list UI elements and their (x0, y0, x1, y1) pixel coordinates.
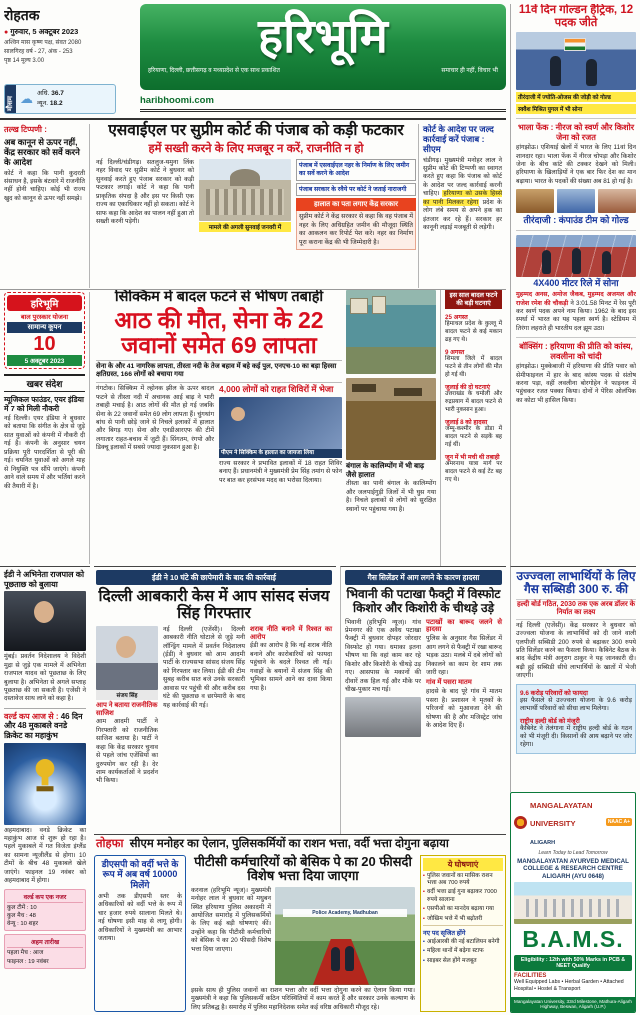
sikkim-body: गंगटोक। सिक्किम में ल्होनक झील के ऊपर बादल फटने से तीस्ता नदी में अचानक आई बाढ़ ने भारी तबाही मचाई है। आठ लोगों की मौत हो गई जबकि सेना के 22 जवानों समेत 69 लोग लापता हैं। चुंगथांग बांध से पानी छोड़े जाने से निचले इलाकों में हालात और बिगड़ गए। सेना और एनडीआरएफ की टीमें लगातार राहत-बचाव में जुटी हैं। सिंगतम, रंगपो और डिक्चू इलाकों में सबसे ज्यादा नुकसान हुआ है। (96, 385, 214, 452)
dates-title: अहम तारीख (7, 937, 83, 948)
weather-title: मौसम (5, 85, 16, 113)
police-allowance-section (94, 834, 506, 1015)
ujjwala-points-box (516, 684, 636, 754)
coupon-scheme: बाल पुरस्कार योजना (20, 314, 69, 321)
cm-body: प्रदेश के लोग लंबे समय से अपने हक का इंतजार कर रहे हैं। सरकार हर कानूनी लड़ाई मजबूती से लड़ेगी। (423, 198, 503, 232)
stats-row: कुल टीमें : 10 (7, 904, 37, 911)
relay-headline: 4X400 मीटर रिले में सोना (533, 278, 619, 289)
sikkim-headline: आठ की मौत, सेना के 22 जवानों समेत 69 लापता (114, 306, 324, 358)
news-brief-body: नई दिल्ली। एयर इंडिया ने बुधवार को बताया कि संगीत के क्षेत्र से जुड़े सात युवाओं को कंपनी में नौकरी दी गई है। कंपनी के अनुसार चयन प्रक्रिया पूरी पारदर्शिता से पूरी की गई। चयनित युवाओं को अगले माह से नियुक्ति पत्र सौंपे जाएंगे। कंपनी आने वाले समय में और भर्तियां करने की तैयारी में है। (4, 415, 85, 490)
coupon-brand: हरिभूमि (7, 295, 82, 311)
lead-story (0, 118, 506, 290)
worldcup-stats-box (4, 889, 86, 932)
flood-photo-river (346, 290, 436, 374)
bullet-icon: ▪ (423, 915, 425, 922)
relay-names: मुहम्मद अनस, अमोज जैकब, मुहम्मद अजमल और राजेश रमेश की चौकड़ी (516, 291, 636, 307)
announcement-item: जोखिम भत्ते में भी बढ़ोतरी (426, 915, 483, 922)
weather-temps (37, 89, 64, 109)
athlete-figure (550, 56, 561, 86)
trophy-icon (28, 753, 62, 799)
court-photo-block (199, 159, 291, 250)
prize-coupon (4, 292, 85, 369)
university-tagline: Learn Today to Lead Tomorrow (538, 850, 608, 856)
lead-headline: एसवाईएल पर सुप्रीम कोर्ट की पंजाब को कड़ी फटकार (108, 122, 404, 139)
dates-row: फाइनल : 19 नवंबर (7, 958, 49, 965)
event-item (445, 417, 502, 449)
sikkim-flood-section (0, 290, 506, 566)
bengal-subhead: बंगाल के कालिम्पोंग में भी बाढ़ जैसे हालात (346, 461, 425, 479)
masthead (140, 4, 506, 90)
event-item (445, 382, 502, 414)
actor-face (34, 601, 54, 623)
medalist-photo (598, 189, 636, 213)
masthead-web-row (140, 92, 506, 112)
university-city: ALIGARH (530, 840, 556, 846)
centre-box-body: सुप्रीम कोर्ट ने केंद्र सरकार से कहा कि वह पंजाब में नहर के लिए अधिग्रहित जमीन की मौजूदा स्थिति का आकलन कर रिपोर्ट पेश करे। नहर का निर्माण पूरा कराना केंद्र की भी जिम्मेदारी है। (296, 211, 416, 250)
boxing-headline: बॉक्सिंग : हरियाणा की प्रीति को कांस्य, लवलीना को चांदी (519, 342, 633, 361)
runner-figure (572, 248, 581, 274)
dates-row: पहला मैच : आज (7, 950, 44, 957)
blast-site-photo (345, 697, 421, 737)
event-item (445, 452, 502, 484)
worldcup-headline: 46 दिन और 48 मुकाबले वनडे क्रिकेट का महाकुंभ (4, 711, 83, 740)
masthead-tagline: हरियाणा, दिल्ली, छत्तीसगढ़ व मध्यप्रदेश से एक साथ प्रकाशित (148, 68, 280, 75)
ptc-story (191, 855, 415, 1012)
asiad-headline: 11वें दिन गोल्डन हैट्रिक, 12 पदक जीते (518, 4, 634, 29)
announcement-item: पुलिस जवानों का मासिक राशन भत्ता अब 700 रुपये (426, 872, 493, 887)
boxing-story (516, 342, 636, 409)
bullet-icon: ● (4, 29, 9, 36)
cloud-icon: ☁ (20, 91, 33, 106)
delhi-subhead: शराब नीति बनाने में रिश्वत का आरोप (250, 625, 332, 641)
masthead-title: हरिभूमि (258, 11, 388, 63)
bullet-icon: ▪ (423, 872, 425, 879)
bullet-icon: ▪ (423, 906, 425, 913)
bullet-icon: ▪ (423, 957, 425, 964)
university-logo (514, 816, 527, 829)
strap-label: तोहफा (96, 838, 124, 850)
cm-reaction-column (418, 124, 502, 288)
announcements-title: ये घोषणाएं (423, 858, 503, 871)
officer-figure (331, 947, 340, 971)
delhi-kicker: ईडी ने 10 घंटे की छापेमारी के बाद की कार्रवाई (96, 570, 332, 585)
masthead-slogan: समाचार ही नहीं, विचार भी (441, 68, 498, 75)
red-carpet-shape (313, 939, 369, 985)
delhi-headline: दिल्ली आबकारी केस में आप सांसद संजय सिंह गिरफ्तार (98, 588, 330, 623)
min-temp-label: न्यून. (37, 100, 49, 107)
bhiwani-subhead: गांव में पसरा मातम (426, 679, 472, 687)
stats-title: वर्ल्ड कप एक नजर (7, 892, 83, 903)
sikkim-deck: सेना के और 41 नागरिक लापता, तीस्ता नदी के तेज बहाव में बहे कई पुल, एनएच-10 का बड़ा हिस्सा क्षतिग्रस्त, 166 लोगों को बचाया गया (96, 360, 342, 384)
centre-box-title: हालात का पता लगाए केंद्र सरकार (296, 198, 416, 211)
dsp-allowance-box (94, 855, 186, 1012)
india-flag-icon (564, 38, 586, 51)
kicker-body: कोर्ट ने कहा कि पानी कुदरती संसाधन है, इसके बंटवारे में राजनीति नहीं होनी चाहिए। कोई भी राज्य खुद को कानून से ऊपर नहीं समझे। (4, 169, 86, 202)
announcements-box (420, 855, 506, 1012)
pm-review-photo (219, 397, 342, 449)
announcement-subitem: आईआरबी की नई बटालियन बनेगी (426, 938, 500, 945)
bhiwani-subhead-body: पुलिस के अनुसार गैस सिलेंडर में आग लगने से फैक्ट्री में रखा बारूद भड़क उठा। मलबे में दबे लोगों को निकालने का काम देर शाम तक जारी रहा। (426, 635, 502, 676)
bengal-body: तीस्ता का पानी बंगाल के कालिम्पोंग और जलपाईगुड़ी जिलों में भी घुस गया है। निचले इलाकों से लोगों को सुरक्षित स्थानों पर पहुंचाया गया है। (346, 480, 436, 513)
weather-box (4, 84, 116, 114)
date-line: गुरुवार, 5 अक्टूबर 2023 (10, 27, 79, 36)
event-date: 25 अगस्त (445, 314, 468, 322)
dsp-body: अभी तक डीएसपी स्तर के अधिकारियों को वर्दी भत्ते के रूप में चार हजार रुपये सालाना मिलते थे। नई घोषणा इसी माह से लागू होगी। अधिकारियों ने मुख्यमंत्री का आभार जताया। (98, 893, 182, 943)
news-brief-section-title: खबर संदेश (4, 374, 85, 392)
lead-subhead: हमें सख्ती करने के लिए मजबूर न करें, राजनीति न हो (148, 143, 364, 156)
event-text: शिमला जिले में बादल फटने से तीन लोगों की मौत हो गई थी। (445, 356, 502, 378)
delhi-subhead: आप ने बताया राजनीतिक साजिश (96, 701, 158, 717)
campus-building-photo (514, 882, 632, 924)
medalist-photo (516, 189, 554, 213)
event-text: उत्तराखंड के चमोली और रुद्रप्रयाग में बादल फटने से भारी नुकसान हुआ। (445, 391, 502, 413)
pm-photo-caption: पीएम ने सिक्किम के हालात का जायजा लिया (219, 449, 342, 458)
sanjay-photo-caption: संजय सिंह (96, 690, 158, 700)
bullet-icon: ▪ (423, 938, 425, 945)
worldcup-trophy-photo (4, 743, 86, 825)
stats-row: कुल मैच : 48 (7, 912, 36, 919)
edition-line: पृष्ठ 14 मूल्य 3.00 (4, 58, 45, 64)
bullet-icon: ▪ (423, 889, 425, 896)
rajpal-headline: ईडी ने अभिनेता राजपाल को पूछताछ को बुलाया (4, 570, 85, 589)
actor-photo (4, 591, 86, 651)
bullet-icon: ▪ (423, 948, 425, 955)
court-order-note: पंजाब में एसवाईएल नहर के निर्माण के लिए जमीन का सर्वे करने के आदेश (296, 159, 416, 181)
athletes-flag-photo (516, 32, 636, 90)
lead-highlight-boxes (296, 159, 416, 250)
delhi-subhead-body: आम आदमी पार्टी ने गिरफ्तारी को राजनीतिक साजिश बताया है। पार्टी ने कहा कि केंद्र सरकार चुनाव से पहले जांच एजेंसियों का दुरुपयोग कर रही है। देर शाम कार्यकर्ताओं ने प्रदर्शन भी किया। (96, 718, 158, 785)
announcement-subitem: महिला थानों में बढ़ेगा स्टाफ (426, 948, 484, 955)
edition-city: रोहतक (4, 7, 40, 23)
university-name: MANGALAYATAN UNIVERSITY (530, 801, 593, 828)
kicker-headline: अब कानून से ऊपर नहीं, केंद्र सरकार को सर्वे करने के आदेश (4, 137, 80, 168)
coupon-date: 5 अक्टूबर 2023 (7, 355, 82, 366)
college-name: MANGALAYATAN AYURVED MEDICAL COLLEGE & RESEARCH CENTRE ALIGARH (AYU 0648) (517, 858, 629, 880)
coupon-number: 10 (33, 333, 56, 355)
relay-story (516, 235, 636, 338)
kicker-label: तल्ख टिप्पणी : (4, 125, 47, 134)
ujjwala-point-text: कैबिनेट ने तेलंगाना में राष्ट्रीय हल्दी बोर्ड के गठन को भी मंजूरी दी। किसानों की आय बढ़ाने पर जोर रहेगा। (520, 724, 632, 749)
worldcup-label: वर्ल्ड कप आज से : (4, 711, 59, 721)
university-advertisement (510, 792, 636, 1013)
javelin-headline: भाला फेंक : नीरज को स्वर्ण और किशोर जेना को रजत (517, 123, 635, 142)
officer-figure (345, 946, 354, 971)
bhiwani-body: भिवानी (हरिभूमि न्यूज)। गांव प्रेमनगर की एक अवैध पटाखा फैक्ट्री में बुधवार दोपहर जोरदार विस्फोट हो गया। धमाका इतना भीषण था कि वहां काम कर रहे किशोर और किशोरी के चीथड़े उड़ गए। आसपास के मकानों की दीवारें तक हिल गईं और मौके पर चीख-पुकार मच गई। (345, 618, 421, 694)
ujjwala-point-head: 9.6 करोड़ परिवारों को फायदा (520, 689, 588, 697)
eligibility-text: Eligibility : 12th with 50% Marks in PCB & NEET Qualify (514, 955, 632, 971)
bhiwani-headline: भिवानी की पटाखा फैक्ट्री में विस्फोट किशोर और किशोरी के चीथड़े उड़े (346, 587, 501, 615)
ujjwala-body: नई दिल्ली (एजेंसी)। केंद्र सरकार ने बुधवार को उज्ज्वला योजना के लाभार्थियों को दी जाने वाली एलपीजी सब्सिडी 200 रुपये से बढ़ाकर 300 रुपये प्रति सिलेंडर करने का फैसला किया। कैबिनेट बैठक के बाद केंद्रीय मंत्री अनुराग ठाकुर ने यह जानकारी दी। बढ़ी हुई सब्सिडी सीधे लाभार्थियों के खातों में भेजी जाएगी। (516, 621, 636, 680)
news-brief-headline: म्यूजिकल फाउंडर, एयर इंडिया में 7 को मिली नौकरी (4, 395, 84, 413)
court-photo-caption: मामले की अगली सुनवाई जनवरी में (199, 222, 291, 232)
javelin-body: हांगझोऊ। एशियाई खेलों में भारत के लिए 11वां दिन शानदार रहा। भाला फेंक में नीरज चोपड़ा और किशोर जेना के बीच कांटे की टक्कर देखने को मिली। हरियाणा के खिलाड़ियों ने एक बार फिर देश का मान बढ़ाया। भारत के पदकों की संख्या अब 81 हो गई है। (516, 144, 636, 185)
event-date: जुलाई की दो घटनाएं (445, 384, 491, 392)
cm-body: चंडीगढ़। मुख्यमंत्री मनोहर लाल ने सुप्रीम कोर्ट की टिप्पणी का स्वागत करते हुए कहा कि पंजाब को कोर्ट के आदेश पर जल्द कार्रवाई करनी चाहिए। (423, 156, 502, 198)
announcement-subitem: साइबर सेल होंगे मजबूत (426, 957, 477, 964)
event-item (445, 347, 502, 379)
javelin-story (516, 123, 636, 231)
ujjwala-subhead: हल्दी बोर्ड गठित, 2030 तक एक अरब डॉलर के निर्यात का लक्ष्य (516, 599, 636, 620)
rajpal-body: मुंबई। प्रवर्तन निदेशालय ने विदेशी मुद्रा से जुड़े एक मामले में अभिनेता राजपाल यादव को पूछताछ के लिए बुलाया है। अभिनेता से अगले सप्ताह पूछताछ की जा सकती है। एजेंसी ने दस्तावेज साथ लाने को कहा है। (4, 653, 86, 703)
strap-headline: सीएम मनोहर का ऐलान, पुलिसकर्मियों का राशन भत्ता, वर्दी भत्ता दोगुना बढ़ाया (129, 838, 449, 850)
flood-photos-column (346, 290, 436, 566)
lead-body: नई दिल्ली/चंडीगढ़। सतलुज-यमुना लिंक नहर विवाद पर सुप्रीम कोर्ट ने बुधवार को सुनवाई करते हुए पंजाब सरकार को कड़ी फटकार लगाई। कोर्ट ने कहा कि पानी प्राकृतिक संपदा है और इस पर किसी एक राज्य का एकाधिकार नहीं हो सकता। कोर्ट ने साफ कहा कि आदेश का पालन नहीं हुआ तो सख्ती करनी पड़ेगी। (96, 159, 194, 226)
facilities-list: Well Equipped Labs • Herbal Garden • Attached Hospital • Hostel & Transport (514, 979, 624, 993)
pm-face (231, 407, 245, 421)
event-text: हिमाचल प्रदेश के कुल्लू में बादल फटने से कई मकान ढह गए थे। (445, 321, 502, 343)
medalists-thumbnails (516, 189, 636, 213)
ptc-body: करनाल (हरिभूमि न्यूज)। मुख्यमंत्री मनोहर लाल ने बुधवार को मधुबन स्थित हरियाणा पुलिस अकादमी में आयोजित समारोह में पुलिसकर्मियों के लिए कई बड़ी घोषणाएं कीं। उन्होंने कहा कि पीटीसी कर्मचारियों को बेसिक पे का 20 फीसदी विशेष भत्ता दिया जाएगा। (191, 886, 271, 953)
bhiwani-subhead: पटाखों का बारूद जलने से हादसा (426, 618, 502, 634)
sanjay-face (116, 636, 136, 658)
announcements-subtitle: नए पद सृजित होंगे (423, 925, 503, 937)
runner-figure (542, 250, 551, 274)
building-shape (372, 296, 386, 314)
course-name: B.A.M.S. (522, 926, 624, 953)
announcement-item: वर्दी भत्ता ढाई गुना बढ़ाकर 7000 रुपये सालाना (426, 889, 497, 903)
athlete-figure (586, 59, 597, 86)
min-temp-value: 18.2 (49, 100, 63, 107)
roof-shape (394, 388, 422, 396)
building-shape (350, 298, 368, 314)
website-text: haribhoomi.com (140, 95, 214, 106)
worldcup-dates-box (4, 934, 86, 969)
event-item (445, 312, 502, 344)
delhi-body: नई दिल्ली (एजेंसी)। दिल्ली आबकारी नीति घोटाले से जुड़े मनी लॉन्ड्रिंग मामले में प्रवर्तन निदेशालय (ईडी) ने बुधवार को आम आदमी पार्टी के राज्यसभा सांसद संजय सिंह को गिरफ्तार कर लिया। ईडी की टीम सुबह करीब सात बजे उनके सरकारी आवास पर पहुंची थी और करीब दस घंटे की पूछताछ व छापेमारी के बाद यह कार्रवाई की गई। (163, 625, 245, 709)
archery-headline: तीरंदाजी : कंपाउंड टीम को गोल्ड (523, 215, 629, 226)
ujjwala-point-head: राष्ट्रीय हल्दी बोर्ड को मंजूरी (520, 717, 580, 725)
event-text: जम्मू-कश्मीर के डोडा में बादल फटने से सड़कें बह गई थीं। (445, 426, 502, 448)
asiad-caption: स्क्वैश मिश्रित युगल में भी सोना (516, 104, 636, 114)
naac-badge: NAAC A+ (607, 819, 630, 825)
relief-subhead: 4,000 लोगों को राहत शिविरों में भेजा (219, 384, 334, 395)
medalist-photo (557, 189, 595, 213)
sanjay-singh-photo (96, 626, 158, 690)
roof-shape (352, 384, 376, 392)
delhi-subhead-body: ईडी का आरोप है कि नई शराब नीति बनाने और कारोबारियों को फायदा पहुंचाने के बदले रिश्वत ली गई। गवाहों के बयानों में संजय सिंह की भूमिका सामने आने का दावा किया गया है। (250, 642, 332, 692)
court-order-note: पंजाब सरकार के रवैये पर कोर्ट ने जताई नाराजगी (296, 183, 416, 197)
left-sidebar (4, 292, 90, 564)
bhiwani-subhead-body: हादसे के बाद पूरे गांव में मातम पसरा है। प्रशासन ने मृतकों के परिजनों को मुआवजा देने की घोषणा की है और मजिस्ट्रेट जांच के आदेश दिए हैं। (426, 688, 502, 729)
cm-headline: कोर्ट के आदेश पर जल्द कार्रवाई करें पंजाब : सीएम (423, 124, 494, 155)
sports-rail (510, 4, 636, 566)
runner-figure (602, 251, 611, 274)
worldcup-body: अहमदाबाद। वनडे क्रिकेट का महाकुंभ आज से शुरू हो रहा है। पहले मुकाबले में गत विजेता इंग्लैंड का सामना न्यूजीलैंड से होगा। 10 टीमों के बीच 48 मुकाबले खेले जाएंगे। फाइनल 19 नवंबर को अहमदाबाद में होगा। (4, 826, 86, 885)
ptc-body2: इसके साथ ही पुलिस जवानों का राशन भत्ता और वर्दी भत्ता दोगुना करने का ऐलान किया गया। मुख्यमंत्री ने कहा कि पुलिसकर्मी कठिन परिस्थितियों में काम करते हैं और सरकार उनके कल्याण के लिए प्रतिबद्ध है। समारोह में पुलिस महानिदेशक समेत कई वरिष्ठ अधिकारी मौजूद रहे। (191, 986, 415, 1011)
left-lower-column (0, 566, 90, 1015)
university-address: Mangalayatan University, 33rd Milestone, Mathura-Aligarh Highway, Beswan, Aligarh (U.P.) (511, 997, 635, 1012)
cm-quote: हरियाणा को उसके हिस्से का पानी मिलकर रहेगा (423, 190, 502, 206)
bhiwani-blast-story (340, 566, 506, 834)
event-date: 9 अगस्त (445, 349, 465, 357)
dsp-headline: डीएसपी को वर्दी भत्ते के रूप में अब वर्ष 10000 मिलेंगे (101, 858, 179, 891)
edition-line: अश्विन मास कृष्ण पक्ष, संवत 2080 (4, 40, 82, 46)
supreme-court-photo (199, 159, 291, 221)
asian-games-story (516, 4, 636, 119)
edition-info (4, 6, 136, 82)
relay-body: ने 3:01.58 मिनट में रेस पूरी कर स्वर्ण पदक अपने नाम किया। 1962 के बाद इस स्पर्धा में भारत का यह पहला स्वर्ण है। स्टेडियम में तिरंगा लहराते ही भारतीय दल झूम उठा। (516, 299, 636, 332)
sikkim-body2: राज्य सरकार ने प्रभावित इलाकों में 18 राहत शिविर बनाए हैं। प्रधानमंत्री ने मुख्यमंत्री प्रेम सिंह तमांग से फोन पर बात कर हरसंभव मदद का भरोसा दिलाया। (219, 459, 342, 484)
lead-kicker-column (4, 124, 90, 288)
sanjay-singh-story (94, 566, 336, 834)
cloudburst-events-list (440, 290, 502, 566)
academy-banner-text: Police Academy, Madhuban (283, 909, 407, 917)
asiad-caption: तीरंदाजी में ज्योति-ओजस की जोड़ी को गोल्ड (516, 92, 636, 102)
police-academy-photo (275, 887, 415, 985)
ujjwala-point-text: इस फैसले से उज्ज्वला योजना के 9.6 करोड़ लाभार्थी परिवारों को सीधा लाभ मिलेगा। (520, 696, 632, 713)
edition-line: सालगिरह वर्ष - 27, अंक - 253 (4, 49, 73, 55)
announcement-item: एसपीओ का मानदेय बढ़ाया गया (426, 906, 494, 913)
max-temp-value: 36.7 (51, 90, 64, 98)
max-temp-label: अधि. (37, 90, 50, 98)
stats-row: वेन्यू : 10 शहर (7, 921, 39, 928)
events-title: इस साल बादल फटने की बड़ी घटनाएं (445, 290, 502, 309)
relay-photo (516, 235, 636, 277)
event-date: जुलाई 8 को हादसा (445, 419, 488, 427)
sikkim-main (96, 290, 342, 566)
coupon-type: सामान्य कूपन (7, 322, 82, 333)
bhiwani-kicker: गैस सिलेंडर में आग लगने के कारण हादसा (345, 570, 502, 585)
event-date: जून में भी मची थी तबाही (445, 454, 500, 462)
flood-photo-street (346, 378, 436, 460)
boxing-body: हांगझोऊ। मुक्केबाजी में हरियाणा की प्रीति पवार को सेमीफाइनल में हार के बाद कांस्य पदक से संतोष करना पड़ा, वहीं लवलीना बोरगोहेन ने फाइनल में पहुंचकर रजत पक्का किया। दोनों ने पेरिस ओलंपिक का कोटा भी हासिल किया। (516, 363, 636, 404)
sikkim-section-head: सिक्किम में बादल फटने से भीषण तबाही (114, 290, 324, 305)
ujjwala-headline: उज्ज्वला लाभार्थियों के लिए गैस सब्सिडी 300 रु. की (516, 569, 636, 597)
ptc-headline: पीटीसी कर्मचारियों को बेसिक पे का 20 फीसदी विशेष भत्ता दिया जाएगा (194, 853, 412, 884)
ujjwala-subsidy-story (510, 566, 636, 792)
facilities-title: FACILITIES (514, 973, 547, 980)
lead-main (96, 122, 416, 290)
event-text: अमरनाथ यात्रा मार्ग पर बादल फटने से कई टेंट बह गए थे। (445, 461, 502, 483)
